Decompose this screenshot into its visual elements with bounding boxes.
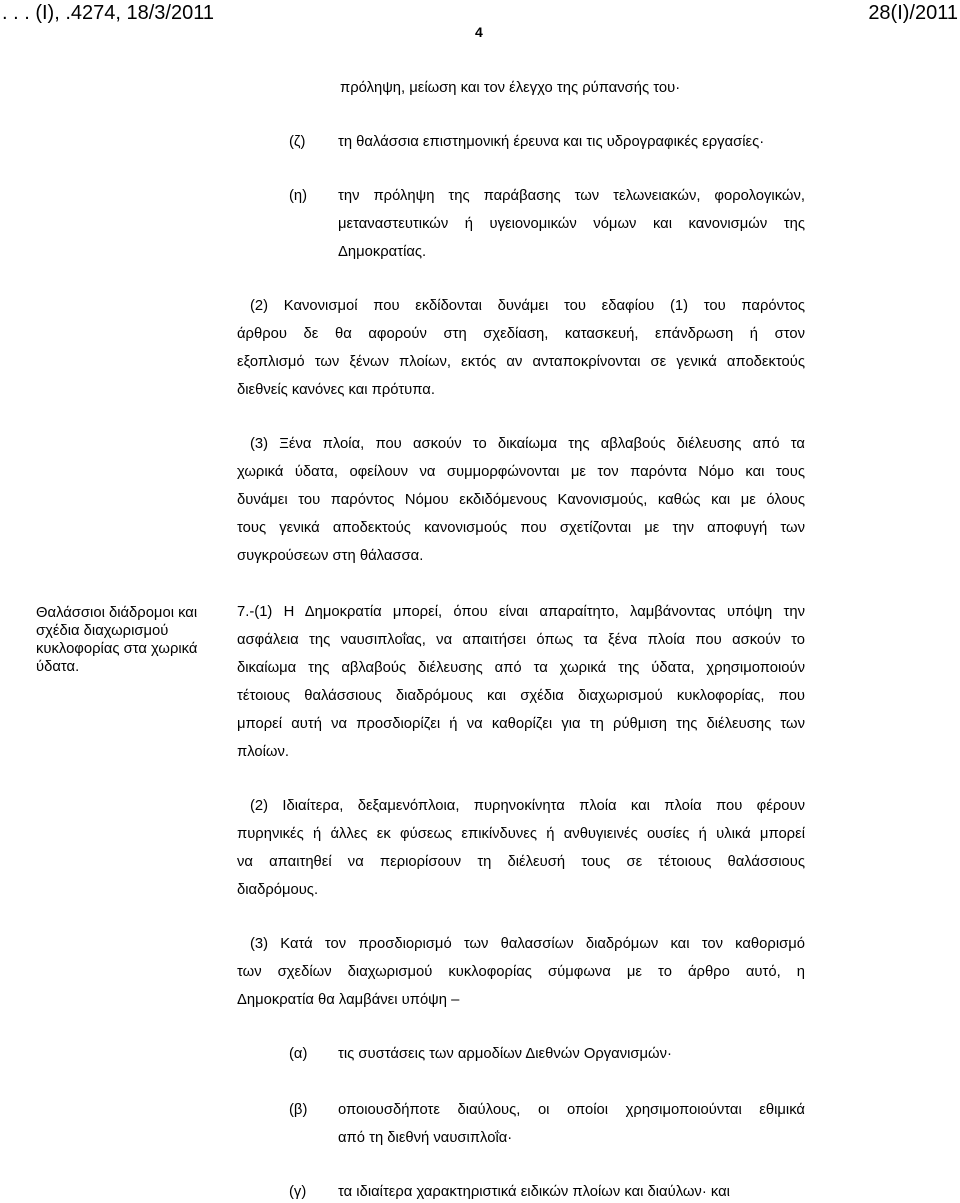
text-line: τη θαλάσσια επιστημονική έρευνα και τις υδρογραφικές εργασίες· [338, 134, 765, 150]
text-line: τέτοιους θαλάσσιους διαδρόμους και σχέδια διαχωρισμού κυκλοφορίας, που [237, 688, 805, 704]
item-label: (γ) [289, 1184, 307, 1200]
text-line: Δημοκρατία θα λαμβάνει υπόψη – [237, 992, 460, 1008]
text-line: Δημοκρατίας. [338, 244, 427, 260]
item-label: (α) [289, 1046, 308, 1062]
text-line: δυνάμει του παρόντος Νόμου εκδιδόμενους Κανονισμούς, καθώς και με όλους [237, 492, 805, 508]
text-line: 7.-(1) Η Δημοκρατία μπορεί, όπου είναι απαραίτητο, λαμβάνοντας υπόψη την [237, 604, 805, 620]
header-right: 28(Ι)/2011 [868, 2, 958, 24]
text-line: εξοπλισμό των ξένων πλοίων, εκτός αν ανταποκρίνονται σε γενικά αποδεκτούς [237, 354, 805, 370]
text-line: (2) Ιδιαίτερα, δεξαμενόπλοια, πυρηνοκίνητα πλοία και πλοία που φέρουν [250, 798, 805, 814]
text-line: (3) Κατά τον προσδιορισμό των θαλασσίων διαδρόμων και τον καθορισμό [250, 936, 805, 952]
text-line: συγκρούσεων στη θάλασσα. [237, 548, 424, 564]
text-line: (2) Κανονισμοί που εκδίδονται δυνάμει του εδαφίου (1) του παρόντος [250, 298, 805, 314]
text-line: να απαιτηθεί να περιορίσουν τη διέλευσή τους σε τέτοιους θαλάσσιους [237, 854, 805, 870]
item-label: (β) [289, 1102, 308, 1118]
item-label: (ζ) [289, 134, 306, 150]
text-line: χωρικά ύδατα, οφείλουν να συμμορφώνονται με τον παρόντα Νόμο και τους [237, 464, 805, 480]
text-line: διαδρόμους. [237, 882, 319, 898]
text-line: μπορεί αυτή να προσδιορίζει ή να καθορίζει για τη ρύθμιση της διέλευσης των [237, 716, 805, 732]
text-line: την πρόληψη της παράβασης των τελωνειακών, φορολογικών, [338, 188, 805, 204]
text-line: δικαίωμα της αβλαβούς διέλευσης από τα χωρικά της ύδατα, χρησιμοποιούν [237, 660, 805, 676]
header-left: . . . (Ι), .4274, 18/3/2011 [2, 2, 214, 24]
text-line: (3) Ξένα πλοία, που ασκούν το δικαίωμα της αβλαβούς διέλευσης από τα [250, 436, 805, 452]
text-line: άρθρου δε θα αφορούν στη σχεδίαση, κατασκευή, επάνδρωση ή στον [237, 326, 805, 342]
text-line: πυρηνικές ή άλλες εκ φύσεως επικίνδυνες ή ανθυγιεινές ουσίες ή υλικά μπορεί [237, 826, 805, 842]
text-line: τους γενικά αποδεκτούς κανονισμούς που σχετίζονται με την αποφυγή των [237, 520, 805, 536]
text-line: οποιουσδήποτε διαύλους, οι οποίοι χρησιμοποιούνται εθιμικά [338, 1102, 805, 1118]
text-line: πλοίων. [237, 744, 289, 760]
text-line: ασφάλεια της ναυσιπλοΐας, να απαιτήσει όπως τα ξένα πλοία που ασκούν το [237, 632, 805, 648]
text-line: τις συστάσεις των αρμοδίων Διεθνών Οργανισμών· [338, 1046, 672, 1062]
text-line: μεταναστευτικών ή υγειονομικών νόμων και κανονισμών της [338, 216, 805, 232]
text-line: από τη διεθνή ναυσιπλοΐα· [338, 1130, 513, 1146]
text-line: διεθνείς κανόνες και πρότυπα. [237, 382, 435, 398]
text-line: πρόληψη, μείωση και τον έλεγχο της ρύπανσής του· [340, 80, 681, 96]
text-line: τα ιδιαίτερα χαρακτηριστικά ειδικών πλοίων και διαύλων· και [338, 1184, 730, 1200]
page-number: 4 [475, 24, 483, 40]
side-note: Θαλάσσιοι διάδρομοι και σχέδια διαχωρισμού κυκλοφορίας στα χωρικά ύδατα. [36, 605, 198, 675]
text-line: των σχεδίων διαχωρισμού κυκλοφορίας σύμφωνα με το άρθρο αυτό, η [237, 964, 805, 980]
item-label: (η) [289, 188, 308, 204]
